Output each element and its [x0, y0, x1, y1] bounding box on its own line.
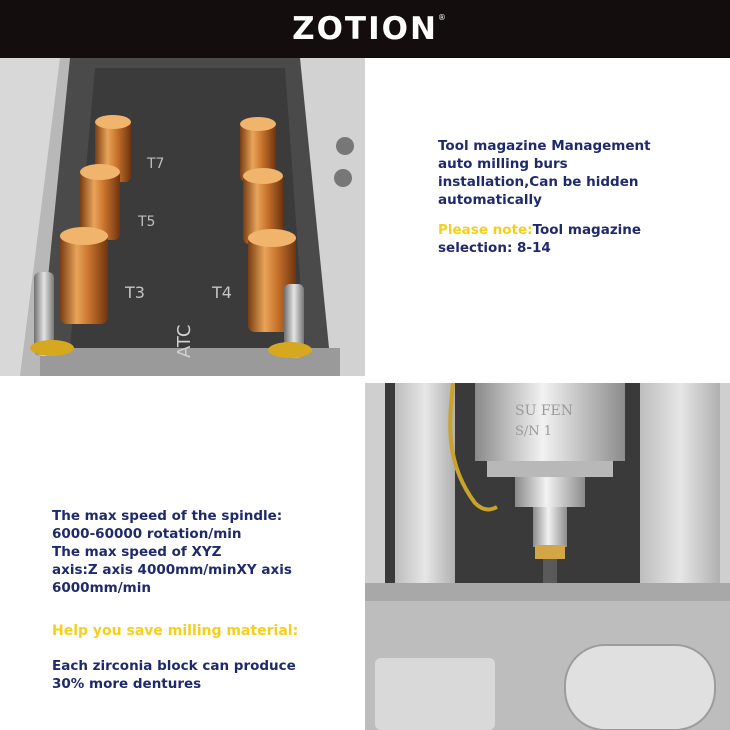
spindle-line: 6000-60000 rotation/min: [52, 526, 242, 542]
atc-label: ATC: [174, 324, 195, 358]
savings-description: [52, 657, 352, 693]
tool-magazine-line: automatically: [438, 192, 542, 208]
spindle-photo: [365, 383, 730, 730]
savings-headline: Help you save milling material:: [52, 623, 299, 639]
brand-header: [0, 0, 730, 58]
slot-label-t7: T7: [147, 156, 165, 172]
spindle-line: The max speed of the spindle:: [52, 508, 283, 524]
slot-label-t4: T4: [212, 283, 232, 302]
tool-magazine-line: installation,Can be hidden: [438, 174, 639, 190]
note-label: Please note:: [438, 222, 533, 238]
savings-line: 30% more dentures: [52, 676, 202, 692]
tool-magazine-line: auto milling burs: [438, 156, 568, 172]
spindle-serial: S/N 1: [515, 424, 553, 439]
tool-magazine-description: [438, 137, 718, 209]
note-text-line2: selection: 8-14: [438, 240, 551, 256]
spindle-stamp: SU FEN: [515, 403, 574, 419]
registered-mark: ®: [437, 13, 448, 22]
slot-label-t5: T5: [138, 214, 156, 230]
spindle-line: axis:Z axis 4000mm/minXY axis: [52, 562, 292, 578]
brand-logo: [292, 11, 448, 47]
spindle-line: 6000mm/min: [52, 580, 151, 596]
savings-line: Each zirconia block can produce: [52, 658, 296, 674]
spindle-line: The max speed of XYZ: [52, 544, 222, 560]
tool-magazine-photo: [0, 58, 365, 376]
tool-magazine-note: [438, 221, 718, 257]
spindle-speed-description: [52, 507, 352, 597]
tool-magazine-line: Tool magazine Management: [438, 138, 651, 154]
brand-name: ZOTION: [292, 11, 438, 47]
note-text: Tool magazine: [532, 222, 642, 238]
slot-label-t3: T3: [125, 283, 145, 302]
